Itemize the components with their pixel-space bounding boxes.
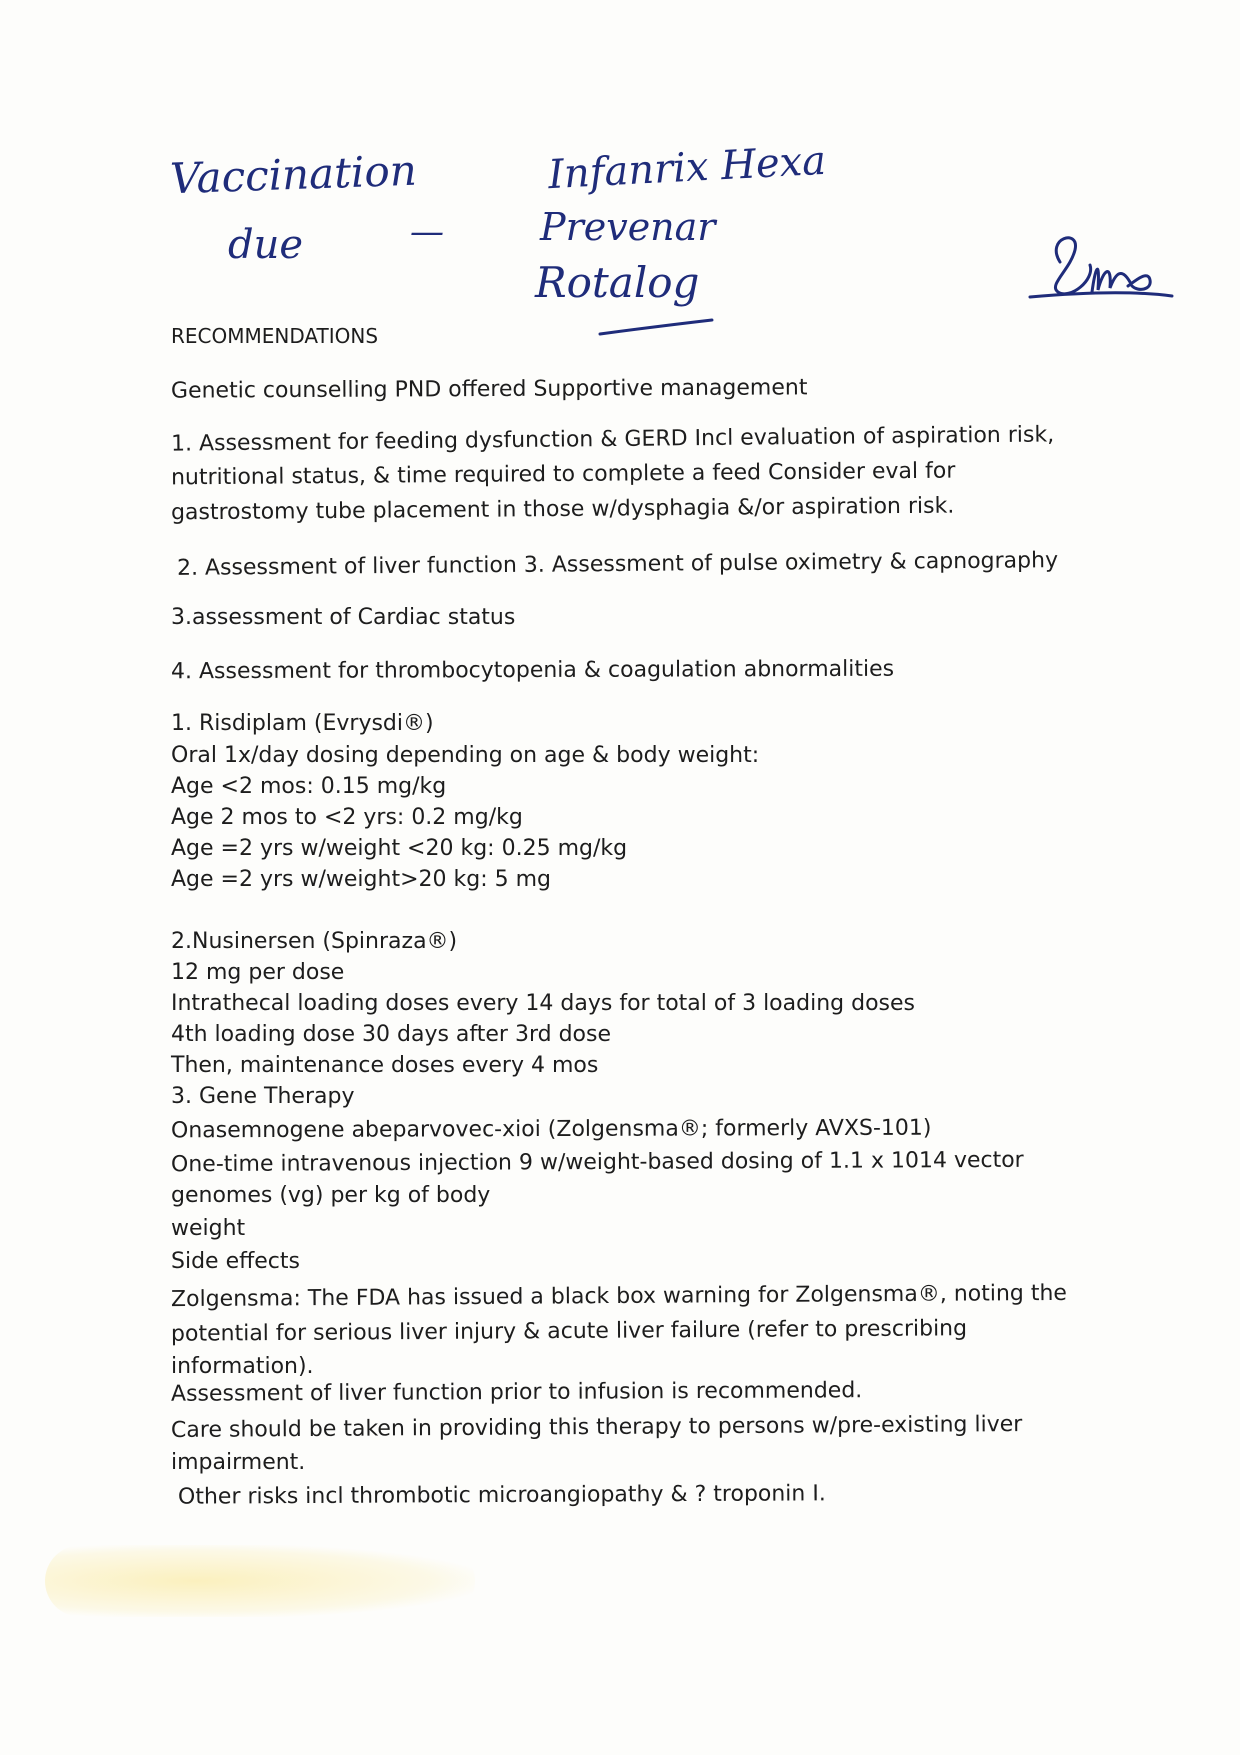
- side-effects-line-6: impairment.: [171, 1450, 306, 1475]
- signature: [1030, 238, 1172, 297]
- nusinersen-line-3: Intrathecal loading doses every 14 days for total of 3 loading doses: [171, 991, 915, 1016]
- assessment-line-1: 1. Assessment for feeding dysfunction & GERD Incl evaluation of aspiration risk,: [170, 422, 1055, 457]
- nusinersen-line-4: 4th loading dose 30 days after 3rd dose: [171, 1022, 611, 1047]
- assessment-line-3: gastrostomy tube placement in those w/dysphagia &/or aspiration risk.: [170, 493, 955, 526]
- handwritten-vaccine-3: Rotalog: [535, 258, 700, 307]
- handwritten-vaccination: Vaccination: [169, 145, 418, 204]
- side-effects-heading: Side effects: [171, 1249, 300, 1274]
- risdiplam-line-1: 1. Risdiplam (Evrysdi®): [171, 711, 434, 736]
- side-effects-line-4: Assessment of liver function prior to infusion is recommended.: [170, 1378, 863, 1407]
- assessment-line-2: nutritional status, & time required to complete a feed Consider eval for: [170, 458, 956, 491]
- handwritten-dash: —: [410, 212, 444, 252]
- handwritten-vaccine-2: Prevenar: [540, 205, 716, 249]
- nusinersen-line-2: 12 mg per dose: [171, 960, 345, 985]
- gene-therapy-line-1: Onasemnogene abeparvovec-xioi (Zolgensma®; formerly AVXS-101): [170, 1115, 932, 1144]
- risdiplam-line-2: Oral 1x/day dosing depending on age & body weight:: [171, 743, 760, 768]
- gene-therapy-line-3: genomes (vg) per kg of body: [171, 1183, 491, 1208]
- recommendations-heading: RECOMMENDATIONS: [171, 324, 379, 348]
- nusinersen-line-1: 2.Nusinersen (Spinraza®): [171, 929, 458, 954]
- scan-smudge: [45, 1545, 475, 1617]
- side-effects-line-7: Other risks incl thrombotic microangiopathy & ? troponin I.: [170, 1481, 826, 1510]
- handwritten-vaccine-1: Infanrix Hexa: [546, 137, 828, 199]
- intro-line: Genetic counselling PND offered Supportive management: [170, 375, 808, 404]
- gene-therapy-line-2: One-time intravenous injection 9 w/weight-based dosing of 1.1 x 1014 vector: [170, 1147, 1024, 1178]
- risdiplam-line-3: Age <2 mos: 0.15 mg/kg: [171, 774, 447, 799]
- risdiplam-line-4: Age 2 mos to <2 yrs: 0.2 mg/kg: [171, 805, 523, 830]
- assessment-line-6: 4. Assessment for thrombocytopenia & coagulation abnormalities: [170, 656, 895, 685]
- gene-therapy-heading: 3. Gene Therapy: [171, 1084, 355, 1109]
- nusinersen-line-5: Then, maintenance doses every 4 mos: [171, 1053, 599, 1078]
- side-effects-line-1: Zolgensma: The FDA has issued a black box warning for Zolgensma®, noting the: [170, 1280, 1068, 1313]
- handwritten-due: due: [228, 222, 304, 268]
- side-effects-line-5: Care should be taken in providing this therapy to persons w/pre-existing liver: [170, 1412, 1023, 1443]
- assessment-line-5: 3.assessment of Cardiac status: [171, 605, 516, 630]
- risdiplam-line-5: Age =2 yrs w/weight <20 kg: 0.25 mg/kg: [171, 836, 628, 861]
- assessment-line-4: 2. Assessment of liver function 3. Assessment of pulse oximetry & capnography: [176, 548, 1059, 581]
- rotalog-underline: [600, 320, 712, 334]
- side-effects-line-3: information).: [171, 1354, 314, 1379]
- side-effects-line-2: potential for serious liver injury & acute liver failure (refer to prescribing: [170, 1316, 968, 1347]
- risdiplam-line-6: Age =2 yrs w/weight>20 kg: 5 mg: [171, 867, 551, 892]
- gene-therapy-line-4: weight: [171, 1216, 246, 1241]
